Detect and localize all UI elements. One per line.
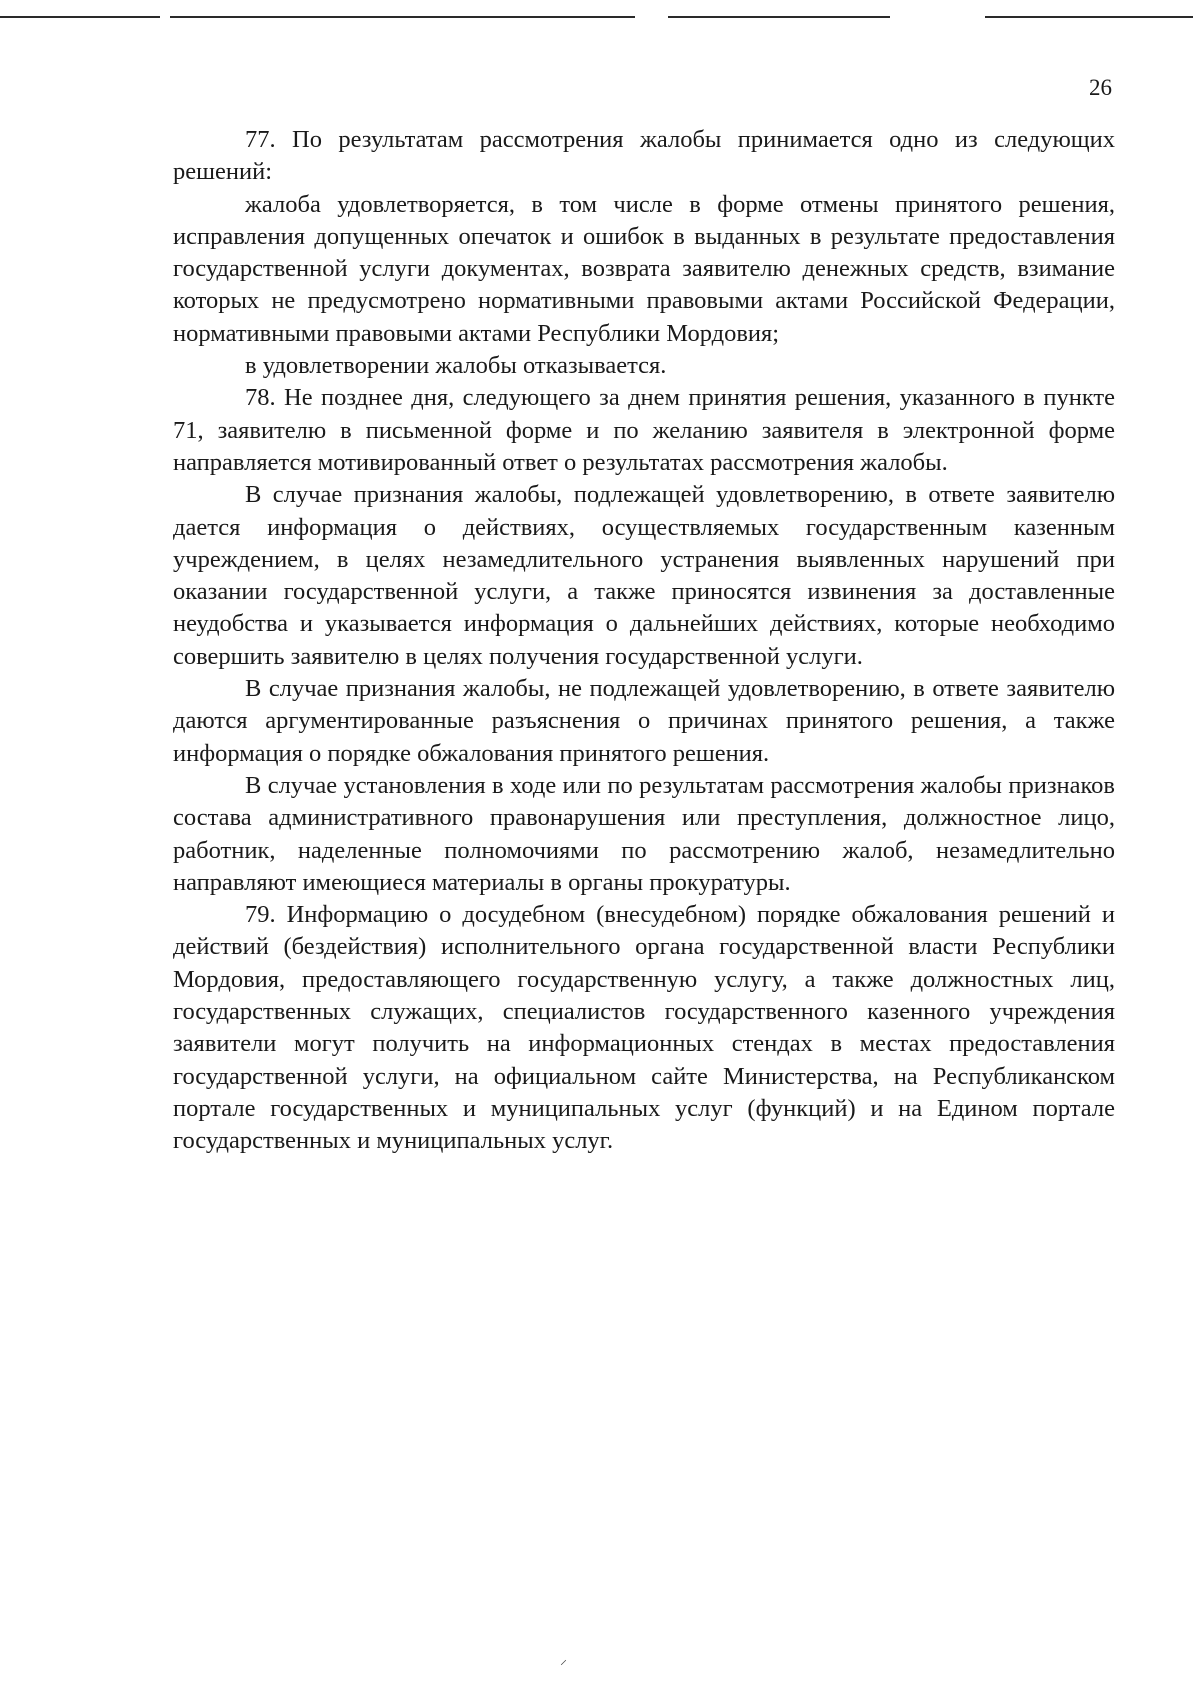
scan-rule-center <box>668 16 890 18</box>
paragraph-complaint-satisfied: жалоба удовлетворяется, в том числе в форме отмены принятого решения, исправления допущенных опечаток и ошибок в выданных в результате предоставления государственной услуги документах, возврата заявителю денежных средств, взимание которых не предусмотрено нормативными правовыми актами Российской Федерации, нормативными правовыми актами Республики Мордовия; <box>173 190 1115 347</box>
scan-rule-middle <box>170 16 635 18</box>
paragraph-78: 78. Не позднее дня, следующего за днем принятия решения, указанного в пункте 71, заявителю в письменной форме и по желанию заявителя в электронной форме направляется мотивированный ответ о результатах рассмотрения жалобы. <box>173 384 1115 476</box>
paragraph-refusal-case: В случае признания жалобы, не подлежащей удовлетворению, в ответе заявителю даются аргументированные разъяснения о причинах принятого решения, а также информация о порядке обжалования принятого решения. <box>173 675 1115 767</box>
scan-speck: ⸝ <box>560 1653 567 1668</box>
page-number: 26 <box>1089 75 1112 100</box>
paragraph-79: 79. Информацию о досудебном (внесудебном) порядке обжалования решений и действий (бездействия) исполнительного органа государственной власти Республики Мордовия, предоставляющего государственную услугу, а также должностных лиц, государственных служащих, специалистов государственного казенного учреждения заявители могут получить на информационных стендах в местах предоставления государственной услуги, на официальном сайте Министерства, на Республиканском портале государственных и муниципальных услуг (функций) и на Едином портале государственных и муниципальных услуг. <box>173 901 1115 1155</box>
paragraph-complaint-refused: в удовлетворении жалобы отказывается. <box>245 352 667 380</box>
scan-rule-right <box>985 16 1193 18</box>
paragraph-77: 77. По результатам рассмотрения жалобы принимается одно из следующих решений: <box>173 126 1115 186</box>
paragraph-satisfaction-case: В случае признания жалобы, подлежащей удовлетворению, в ответе заявителю дается информация о действиях, осуществляемых государственным казенным учреждением, в целях незамедлительного устранения выявленных нарушений при оказании государственной услуги, а также приносятся извинения за доставленные неудобства и указывается информация о дальнейших действиях, которые необходимо совершить заявителю в целях получения государственной услуги. <box>173 481 1115 670</box>
document-body <box>173 124 1115 1158</box>
paragraph-violation-case: В случае установления в ходе или по результатам рассмотрения жалобы признаков состава административного правонарушения или преступления, должностное лицо, работник, наделенные полномочиями по рассмотрению жалоб, незамедлительно направляют имеющиеся материалы в органы прокуратуры. <box>173 771 1115 896</box>
scan-rule-left <box>0 16 160 18</box>
